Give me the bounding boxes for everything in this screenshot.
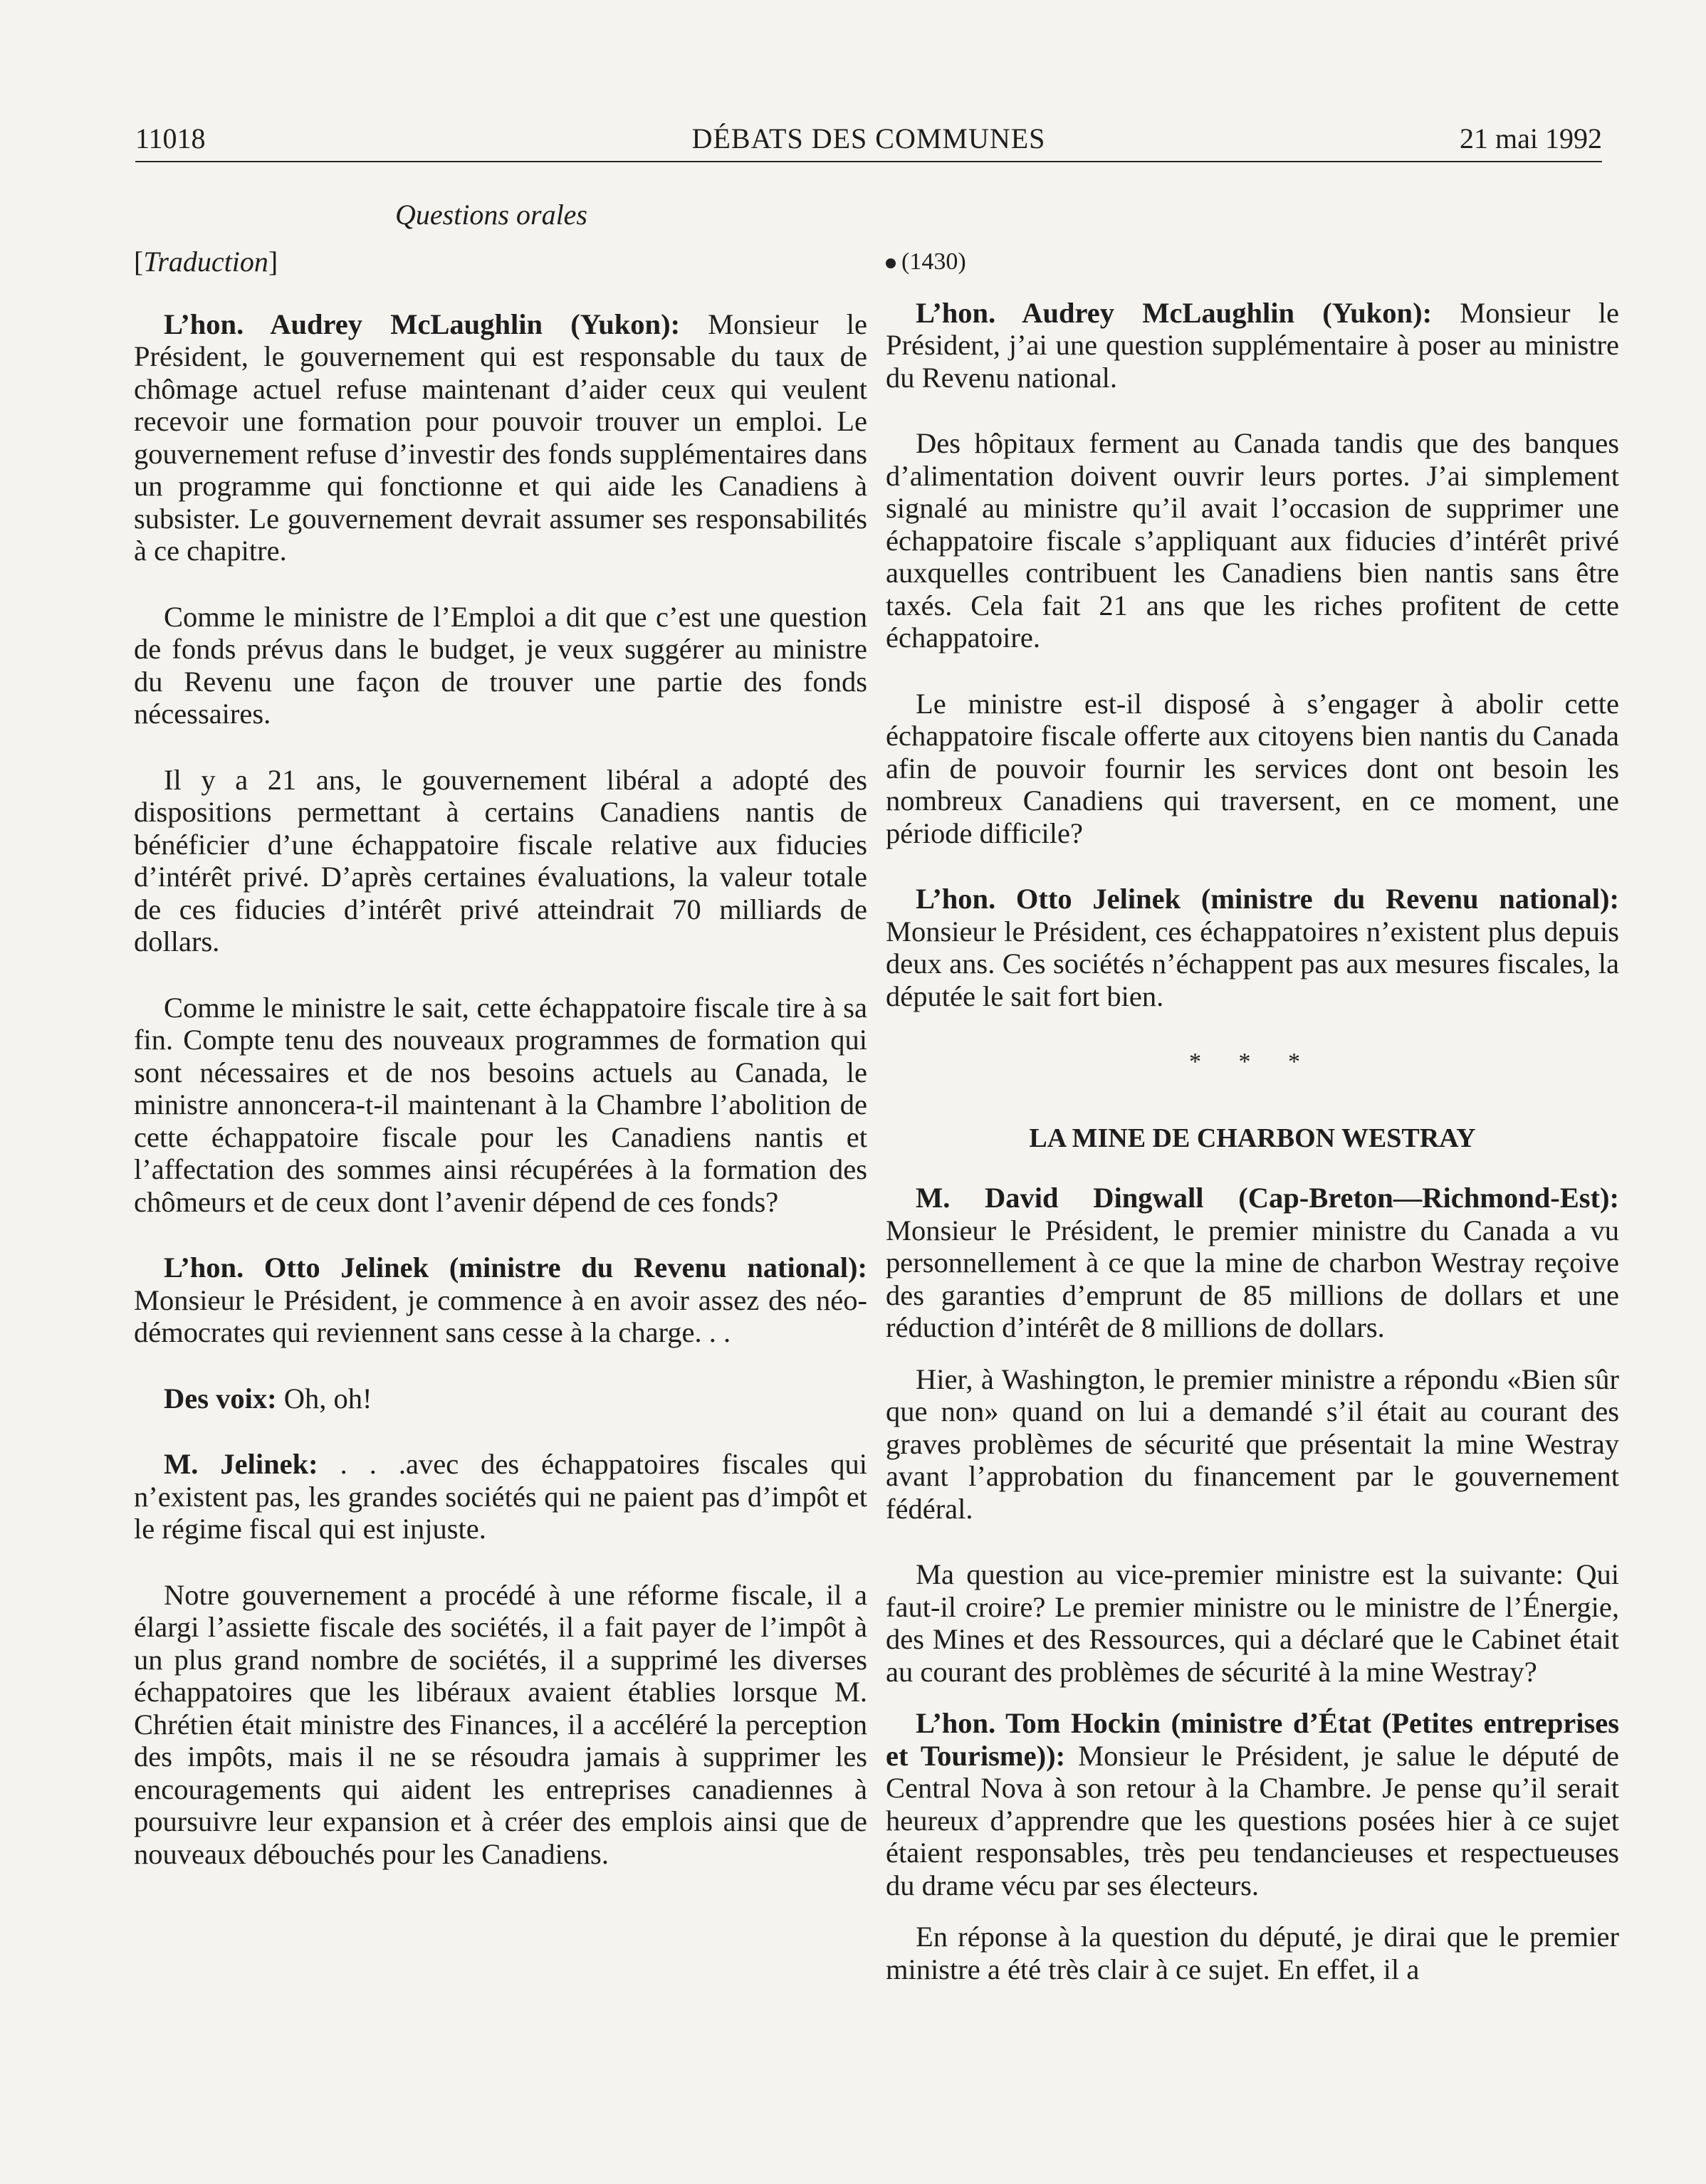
paragraph: En réponse à la question du député, je dirai que le premier ministre a été très clair à ce sujet. En effet, il a [886, 1921, 1619, 1985]
paragraph: Ma question au vice-premier ministre est la suivante: Qui faut-il croire? Le premier ministre ou le ministre de l’Énergie, des Mines et des Ressources, qui a déclaré que le Cabinet était au courant des problèmes de sécurité à la mine Westray? [886, 1558, 1619, 1688]
left-column [134, 246, 867, 1904]
speaker-name: L’hon. Tom Hockin (ministre d’État (Petites entreprises et Tourisme)): [886, 1707, 1619, 1772]
section-separator: * * * [1189, 1049, 1316, 1075]
bullet-icon [886, 258, 896, 268]
time-stamp: (1430) [886, 246, 1619, 278]
section-title: LA MINE DE CHARBON WESTRAY [1029, 1123, 1476, 1153]
page-header [135, 120, 1602, 162]
paragraph: Le ministre est-il disposé à s’engager à abolir cette échappatoire fiscale offerte aux citoyens bien nantis du Canada afin de pouvoir fournir les services dont ont besoin les nombreux Canadiens qui traversent, en ce moment, une période difficile? [886, 687, 1619, 849]
paragraph: Comme le ministre le sait, cette échappatoire fiscale tire à sa fin. Compte tenu des nouveaux programmes de formation qui sont nécessaires et de nos besoins actuels au Canada, le ministre annoncera-t-il maintenant à la Chambre l’abolition de cette échappatoire fiscale pour les Canadiens nantis et l’affectation des sommes ainsi récupérées à la formation des chômeurs et de ceux dont l’avenir dépend de ces fonds? [134, 991, 867, 1218]
journal-title: DÉBATS DES COMMUNES [691, 122, 1046, 154]
paragraph: L’hon. Tom Hockin (ministre d’État (Petites entreprises et Tourisme)): Monsieur le Président, je salue le député de Central Nova à son retour à la Chambre. Je pense qu’il serait heureux d’apprendre que les questions posées hier à ce sujet étaient responsables, très peu tendancieuses et respectueuses du drame vécu par ses électeurs. [886, 1707, 1619, 1901]
right-column [886, 246, 1619, 2019]
paragraph: L’hon. Audrey McLaughlin (Yukon): Monsieur le Président, j’ai une question supplémentaire à poser au ministre du Revenu national. [886, 296, 1620, 394]
speaker-name: L’hon. Otto Jelinek (ministre du Revenu national): [164, 1251, 867, 1283]
paragraph: Hier, à Washington, le premier ministre a répondu «Bien sûr que non» quand on lui a demandé s’il était au courant des graves problèmes de sécurité que présentait la mine Westray avant l’approbation du financement par le gouvernement fédéral. [886, 1363, 1619, 1525]
speaker-name: Des voix: [164, 1382, 277, 1414]
speaker-name: L’hon. Audrey McLaughlin (Yukon): [164, 308, 681, 340]
paragraph: M. Jelinek: . . .avec des échappatoires fiscales qui n’existent pas, les grandes sociétés qui ne paient pas d’impôt et le régime fiscal qui est injuste. [134, 1448, 868, 1545]
paragraph: Des hôpitaux ferment au Canada tandis que des banques d’alimentation doivent ouvrir leurs portes. J’ai simplement signalé au ministre qu’il avait l’occasion de supprimer une échappatoire fiscale s’appliquant aux fiducies d’intérêt privé auxquelles contribuent les Canadiens bien nantis sans être taxés. Cela fait 21 ans que les riches profitent de cette échappatoire. [886, 427, 1619, 653]
paragraph: Il y a 21 ans, le gouvernement libéral a adopté des dispositions permettant à certains Canadiens nantis de bénéficier d’une échappatoire fiscale relative aux fiducies d’intérêt privé. D’après certaines évaluations, la valeur totale de ces fiducies d’intérêt privé atteindrait 70 milliards de dollars. [134, 763, 867, 957]
issue-date: 21 mai 1992 [1460, 122, 1602, 154]
paragraph: Des voix: Oh, oh! [164, 1382, 372, 1414]
paragraph: M. David Dingwall (Cap-Breton—Richmond-Est): Monsieur le Président, le premier ministre du Canada a vu personnellement à ce que la mine de charbon Westray reçoive des garanties d’emprunt de 85 millions de dollars et une réduction d’intérêt de 8 millions de dollars. [886, 1182, 1619, 1343]
speaker-name: L’hon. Otto Jelinek (ministre du Revenu national): [916, 883, 1619, 915]
page-number: 11018 [135, 122, 206, 154]
speaker-name: M. David Dingwall (Cap-Breton—Richmond-Est): [916, 1182, 1619, 1214]
translation-tag: [Traduction] [134, 246, 278, 278]
paragraph: L’hon. Otto Jelinek (ministre du Revenu national): Monsieur le Président, je commence à en avoir assez des néo-démocrates qui reviennent sans cesse à la charge. . . [134, 1251, 867, 1348]
speaker-name: L’hon. Audrey McLaughlin (Yukon): [916, 296, 1433, 329]
paragraph: Comme le ministre de l’Emploi a dit que c’est une question de fonds prévus dans le budget, je veux suggérer au ministre du Revenu une façon de trouver une partie des fonds nécessaires. [134, 600, 867, 730]
paragraph: L’hon. Audrey McLaughlin (Yukon): Monsieur le Président, le gouvernement qui est responsable du taux de chômage actuel refuse maintenant d’aider ceux qui veulent recevoir une formation pour pouvoir trouver un emploi. Le gouvernement refuse d’investir des fonds supplémentaires dans un programme qui fonctionne et qui aide les Canadiens à subsister. Le gouvernement devrait assumer ses responsabilités à ce chapitre. [134, 308, 868, 567]
section-subhead: Questions orales [395, 199, 587, 231]
paragraph: Notre gouvernement a procédé à une réforme fiscale, il a élargi l’assiette fiscale des sociétés, il a fait payer de l’impôt à un plus grand nombre de sociétés, il a supprimé les diverses échappatoires que les libéraux avaient établies lorsque M. Chrétien était ministre des Finances, il a accéléré la perception des impôts, mais il ne se résoudra jamais à supprimer les encouragements qui aident les entreprises canadiennes à poursuivre leur expansion et à créer des emplois ainsi que de nouveaux débouchés pour les Canadiens. [134, 1578, 867, 1870]
paragraph: L’hon. Otto Jelinek (ministre du Revenu national): Monsieur le Président, ces échappatoires n’existent plus depuis deux ans. Ces sociétés n’échappent pas aux mesures fiscales, la députée le sait fort bien. [886, 883, 1619, 1012]
speaker-name: M. Jelinek: [164, 1448, 318, 1480]
